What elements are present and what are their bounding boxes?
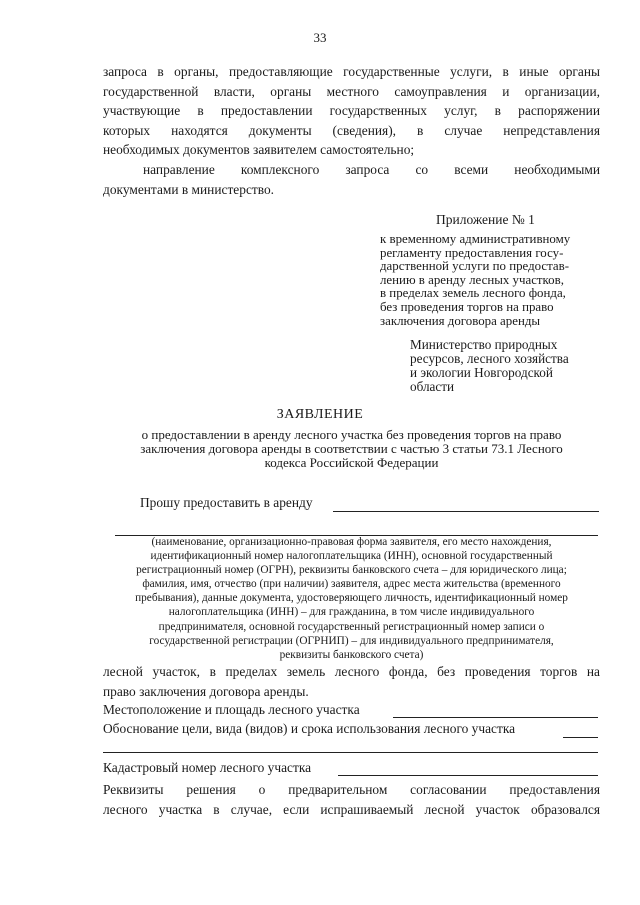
annex-line: лению в аренду лесных участков, — [380, 272, 564, 287]
request-fill-line[interactable] — [333, 511, 599, 512]
cadastral-label: Кадастровый номер лесного участка — [103, 760, 312, 775]
second-paragraph-line: документами в министерство. — [103, 181, 275, 197]
second-paragraph — [103, 160, 600, 199]
annex-text — [380, 233, 604, 328]
annex-line: без проведения торгов на право — [380, 299, 554, 314]
applicant-explanation — [103, 535, 600, 662]
ministry-line: области — [410, 379, 455, 394]
requisites-paragraph — [103, 780, 600, 819]
annex-title: Приложение № 1 — [436, 212, 535, 227]
annex-line: регламенту предоставления госу- — [380, 245, 564, 260]
requisites-line: Реквизиты решения о предварительном согласовании предоставления — [103, 782, 600, 797]
cadastral-fill-line[interactable] — [338, 775, 598, 776]
explanation-line: государственной регистрации (ОГРНИП) – для индивидуального предпринимателя, — [149, 634, 554, 647]
ministry-address — [410, 338, 604, 394]
subheading-line: заключения договора аренды в соответствии с частью 3 статьи 73.1 Лесного — [140, 441, 563, 457]
ministry-line: и экологии Новгородской — [410, 365, 553, 380]
annex-line: в пределах земель лесного фонда, — [380, 286, 566, 301]
annex-line: заключения договора аренды — [380, 313, 541, 328]
ministry-line: ресурсов, лесного хозяйства — [410, 351, 569, 366]
intro-paragraph — [103, 62, 600, 160]
explanation-line: предпринимателя, основной государственный регистрационный номер записи о — [158, 620, 545, 633]
explanation-line: регистрационный номер (ОГРН), реквизиты банковского счета – для юридического лица; — [136, 564, 567, 577]
forest-plot-paragraph — [103, 662, 600, 701]
intro-line: запроса в органы, предоставляющие государственные услуги, в иные органы — [103, 64, 600, 79]
explanation-line: реквизиты банковского счета) — [279, 648, 424, 661]
page-number: 33 — [313, 30, 327, 45]
document-subheading — [103, 428, 600, 471]
subheading-line: о предоставлении в аренду лесного участка без проведения торгов на право — [141, 427, 562, 442]
intro-line: государственной власти, органы местного самоуправления и организации, — [103, 83, 600, 99]
explanation-line: пребывания), данные документа, удостоверяющего личность, идентификационный номер — [135, 592, 568, 605]
ministry-line: Министерство природных — [410, 337, 558, 352]
location-label: Местоположение и площадь лесного участка — [103, 702, 360, 717]
intro-line: которых находятся документы (сведения), в случае непредставления — [103, 122, 600, 138]
subheading-line: кодекса Российской Федерации — [264, 455, 439, 471]
explanation-line: фамилия, имя, отчество (при наличии) заявителя, адрес места жительства (временного — [142, 578, 561, 591]
request-label: Прошу предоставить в аренду — [140, 495, 313, 510]
purpose-label: Обоснование цели, вида (видов) и срока использования лесного участка — [103, 721, 516, 736]
purpose-fill-line[interactable] — [563, 737, 598, 738]
annex-line: к временному административному — [380, 232, 571, 246]
second-paragraph-line: направление комплексного запроса со всеми необходимыми — [143, 162, 600, 177]
location-fill-line[interactable] — [393, 717, 598, 718]
explanation-line: (наименование, организационно-правовая форма заявителя, его место нахождения, — [151, 536, 552, 548]
forest-plot-line: лесной участок, в пределах земель лесного фонда, без проведения торгов на — [103, 664, 600, 679]
explanation-line: идентификационный номер налогоплательщика (ИНН), основной государственный — [150, 550, 553, 563]
intro-line: необходимых документов заявителем самостоятельно; — [103, 142, 415, 158]
annex-line: дарственной услуги по предостав- — [380, 259, 570, 274]
explanation-line: налогоплательщика (ИНН) – для гражданина, в том числе индивидуального — [168, 606, 535, 619]
intro-line: участвующие в предоставлении государственных услуг, в распоряжении — [103, 103, 600, 119]
purpose-fill-line-2[interactable] — [103, 752, 598, 753]
document-heading: ЗАЯВЛЕНИЕ — [276, 407, 364, 422]
requisites-line: лесного участка в случае, если испрашиваемый лесной участок образовался — [103, 801, 600, 817]
forest-plot-line: право заключения договора аренды. — [103, 683, 309, 699]
